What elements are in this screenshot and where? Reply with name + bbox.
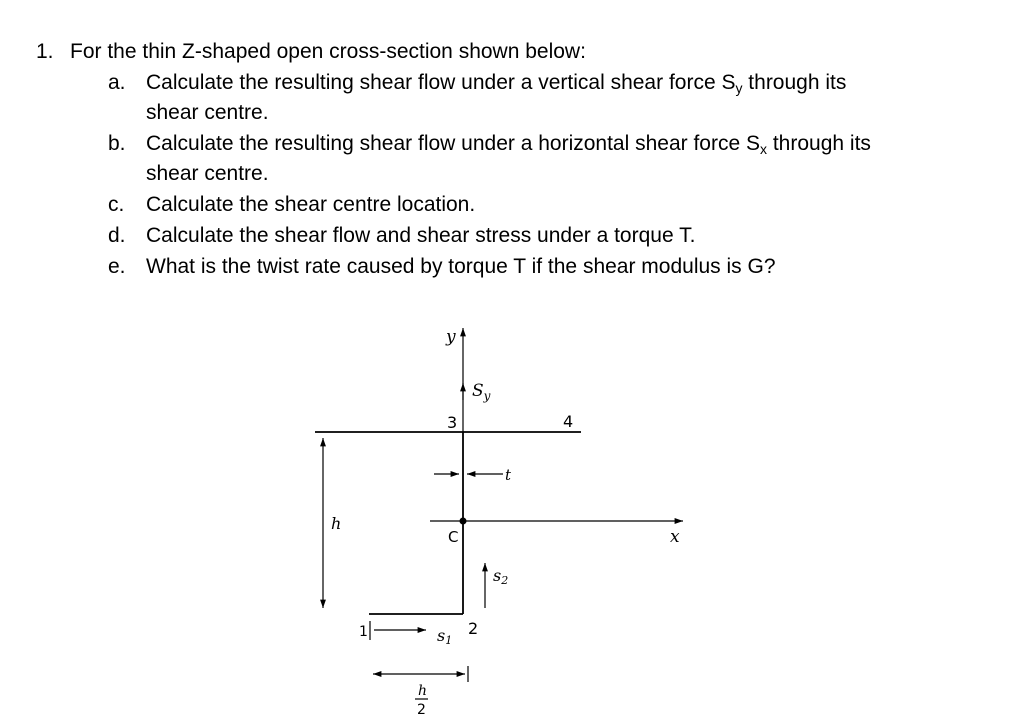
x-axis-label: x bbox=[670, 527, 680, 547]
part-c-text: Calculate the shear centre location. bbox=[146, 193, 476, 216]
part-b-text-cont: shear centre. bbox=[146, 162, 269, 185]
part-c-marker: c. bbox=[108, 193, 125, 216]
centroid-dot bbox=[460, 518, 467, 525]
point-1-label: 1 bbox=[359, 624, 368, 640]
part-e-marker: e. bbox=[108, 255, 126, 278]
half-h-numerator: h bbox=[418, 683, 428, 699]
point-2-label: 2 bbox=[468, 619, 479, 638]
part-d-text: Calculate the shear flow and shear stress under a torque T. bbox=[146, 224, 696, 247]
y-axis-label: y bbox=[446, 327, 456, 347]
part-e-text: What is the twist rate caused by torque T if the shear modulus is G? bbox=[146, 255, 776, 278]
part-a-text-cont: shear centre. bbox=[146, 101, 269, 124]
point-3-label: 3 bbox=[447, 413, 458, 432]
s2-label: s2 bbox=[493, 566, 509, 587]
point-4-label: 4 bbox=[563, 412, 574, 431]
part-b-text: Calculate the resulting shear flow under a horizontal shear force $S_x$ through its bbox=[146, 132, 871, 157]
part-a-text: Calculate the resulting shear flow under a vertical shear force $S_y$ through its bbox=[146, 71, 847, 96]
problem-number: 1. bbox=[36, 40, 54, 63]
part-a-marker: a. bbox=[108, 71, 126, 94]
height-label: h bbox=[331, 514, 342, 533]
force-label: $S_y$ bbox=[472, 381, 491, 403]
half-h-denominator: 2 bbox=[417, 702, 426, 718]
thickness-label: t bbox=[505, 466, 512, 484]
problem-intro: For the thin Z-shaped open cross-section shown below: bbox=[70, 40, 586, 63]
part-d-marker: d. bbox=[108, 224, 126, 247]
centroid-label: C bbox=[448, 528, 459, 546]
part-b-marker: b. bbox=[108, 132, 126, 155]
s1-label: s1 bbox=[437, 626, 453, 647]
